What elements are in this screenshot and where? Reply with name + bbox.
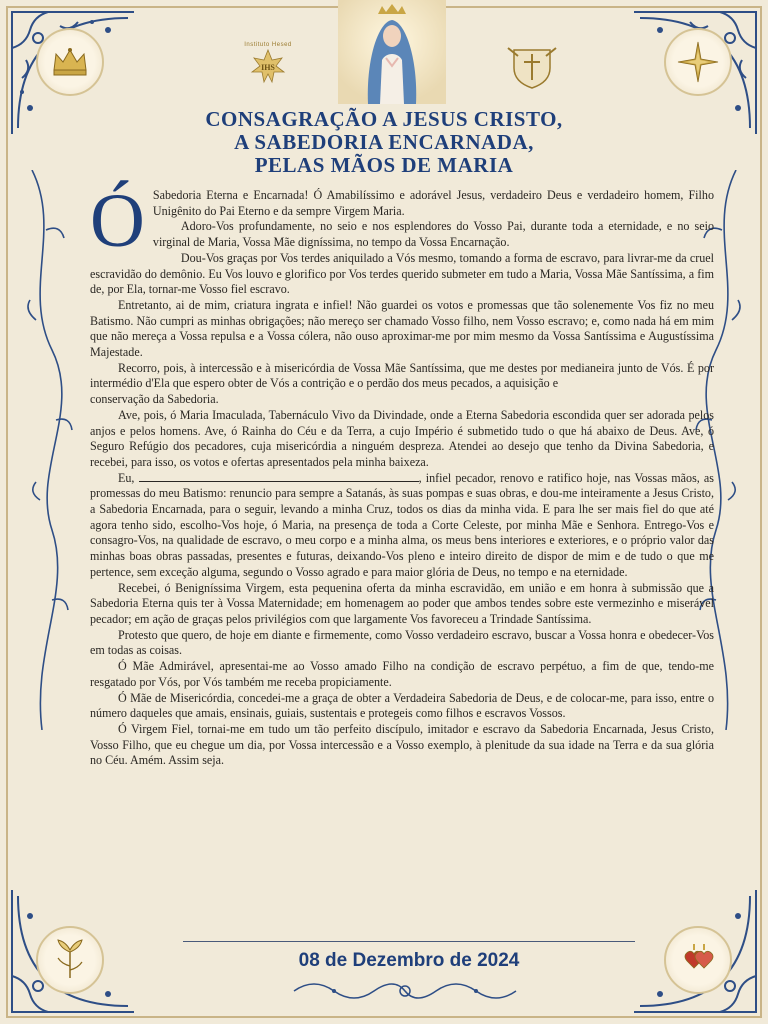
paragraph-12: Ó Virgem Fiel, tornai-me em tudo um tão perfeito discípulo, imitador e escravo da Sabedoria Encarnada, Jesus Cristo, Vosso Filho, que eu chegue um dia, por Vossa intercessão e a Vosso exemplo, à plenitude da sua idade na Terra e da sua glória no Céu. Amém. Assim seja.	[90, 721, 714, 768]
paragraph-4: Entretanto, ai de mim, criatura ingrata e infiel! Não guardei os votos e promessas que tão solenemente Vos fiz no meu Batismo. Não cumpri as minhas obrigações; não mereço ser chamado Vosso filho, nem Vosso escravo; e, como nada há em mim que não mereça a Vossa repulsa e a Vossa cólera, não ouso aproximar-me por mim mesmo da Vossa Santíssima e Augustíssima Majestade.	[90, 297, 714, 360]
ihs-monogram: IHS	[261, 63, 275, 72]
title-line-2: A SABEDORIA ENCARNADA,	[234, 130, 534, 154]
name-blank-line[interactable]	[139, 471, 419, 482]
paragraph-7-rest: , infiel pecador, renovo e ratifico hoje, nas Vossas mãos, as promessas do meu Batismo: renuncio para sempre a Satanás, às suas pompas e suas obras, e dou-me inteiramente a Jesus Cristo, a Sabedoria Encarnada, para o seguir, levando a minha Cruz, todos os dias da minha vida. E para lhe ser mais fiel do que até agora tenho sido, escolho-Vos hoje, ó Maria, na presença de toda a Corte Celeste, por minha Mãe e Senhora. Entrego-Vos e consagro-Vos, na qualidade de escravo, o meu corpo e a minha alma, os meus bens interiores e exteriores, e o próprio valor das minhas boas obras passadas, presentes e futuras, deixando-Vos pleno e inteiro direito de dispor de mim e de tudo o que me pertence, sem exceção alguma, segundo o Vosso agrado e para maior glória de Deus, no tempo e na eternidade.	[90, 470, 714, 579]
date-divider	[183, 941, 635, 942]
sacred-hearts-medallion	[664, 926, 732, 994]
instituto-logo	[240, 42, 296, 90]
instituto-logo-text: Instituto Hesed	[244, 42, 292, 48]
title-line-1: CONSAGRAÇÃO A JESUS CRISTO,	[205, 107, 563, 131]
title-line-3: PELAS MÃOS DE MARIA	[254, 153, 514, 177]
drop-cap: Ó	[90, 179, 145, 263]
star-medallion	[664, 28, 732, 96]
lily-icon	[48, 938, 92, 982]
paragraph-8: Recebei, ó Benigníssima Virgem, esta pequenina oferta da minha escravidão, em união e em honra à submissão que a Sabedoria Eterna quis ter à Vossa Maternidade; em homenagem ao poder que ambos tendes sobre este vermezinho e miserável pecador; em ação de graças pelos privilégios com que largamente Vos favoreceu a Trindade Santíssima.	[90, 580, 714, 626]
paragraph-5-continued: conservação da Sabedoria.	[90, 392, 219, 407]
crest-icon	[504, 42, 560, 90]
paragraph-6: Ave, pois, ó Maria Imaculada, Tabernáculo Vivo da Divindade, onde a Eterna Sabedoria escondida quer ser adorada pelos anjos e pelos homens. Ave, ó Rainha do Céu e da Terra, a cujo Império é submetido tudo o que há abaixo de Deus. Ave, ó Seguro Refúgio dos pecadores, cuja misericórdia a ninguém despreza. Atendei ao desejo que tenho da Divina Sabedoria, e recebei, para isso, os votos e ofertas apresentados pela minha baixeza.	[90, 407, 714, 469]
paragraph-10: Ó Mãe Admirável, apresentai-me ao Vosso amado Filho na condição de escravo perpétuo, a fim de que, tendo-me resgatado por Vós, por Vós também me receba propiciamente.	[90, 659, 714, 689]
prayer-body	[90, 179, 714, 769]
paragraph-5: Recorro, pois, à intercessão e à misericórdia de Vossa Mãe Santíssima, que me destes por medianeira junto de Vós. É por intermédio d'Ela que espero obter de Vós a contrição e o perdão dos meus pecados, a aquisição e	[90, 360, 714, 391]
paragraph-2: Adoro-Vos profundamente, no seio e nos esplendores do Vosso Pai, durante toda a eternidade, e no seio virginal de Maria, Vossa Mãe digníssima, no tempo da Vossa Encarnação.	[152, 219, 714, 250]
virgin-mary-image	[338, 0, 446, 104]
paragraph-7	[90, 471, 714, 581]
compass-star-icon	[676, 40, 720, 84]
paragraph-11: Ó Mãe de Misericórdia, concedei-me a graça de obter a Verdadeira Sabedoria de Deus, e de colocar-me, para isso, entre o número daqueles que amais, ensinais, guiais, sustentais e protegeis como filhos e escravos Vossos.	[90, 690, 714, 721]
page-title	[140, 108, 628, 177]
sacred-hearts-icon	[676, 938, 720, 982]
paragraph-7-start: Eu,	[118, 470, 135, 485]
vine-ornament-left	[22, 170, 92, 730]
paragraph-3: Dou-Vos graças por Vos terdes aniquilado a Vós mesmo, tomando a forma de escravo, para livrar-me da cruel escravidão do demônio. Eu Vos louvo e glorifico por Vos terdes querido submeter em tudo a Maria, Vossa Mãe Santíssima, a fim de, por Ela, tornar-me Vosso fiel escravo.	[90, 250, 714, 297]
crown-icon	[48, 40, 92, 84]
bottom-ornament	[290, 976, 520, 1006]
ihs-icon	[248, 48, 288, 84]
paragraph-1: Sabedoria Eterna e Encarnada! Ó Amabilíssimo e adorável Jesus, verdadeiro Deus e verdadeiro homem, Filho Unigênito do Pai Eterno e da sempre Virgem Maria.	[152, 188, 714, 218]
lily-medallion	[36, 926, 104, 994]
paragraph-9: Protesto que quero, de hoje em diante e firmemente, como Vosso verdadeiro escravo, buscar a Vossa honra e obedecer-Vos em todas as coisas.	[90, 627, 714, 658]
crown-medallion	[36, 28, 104, 96]
consecration-date: 08 de Dezembro de 2024	[298, 950, 520, 971]
